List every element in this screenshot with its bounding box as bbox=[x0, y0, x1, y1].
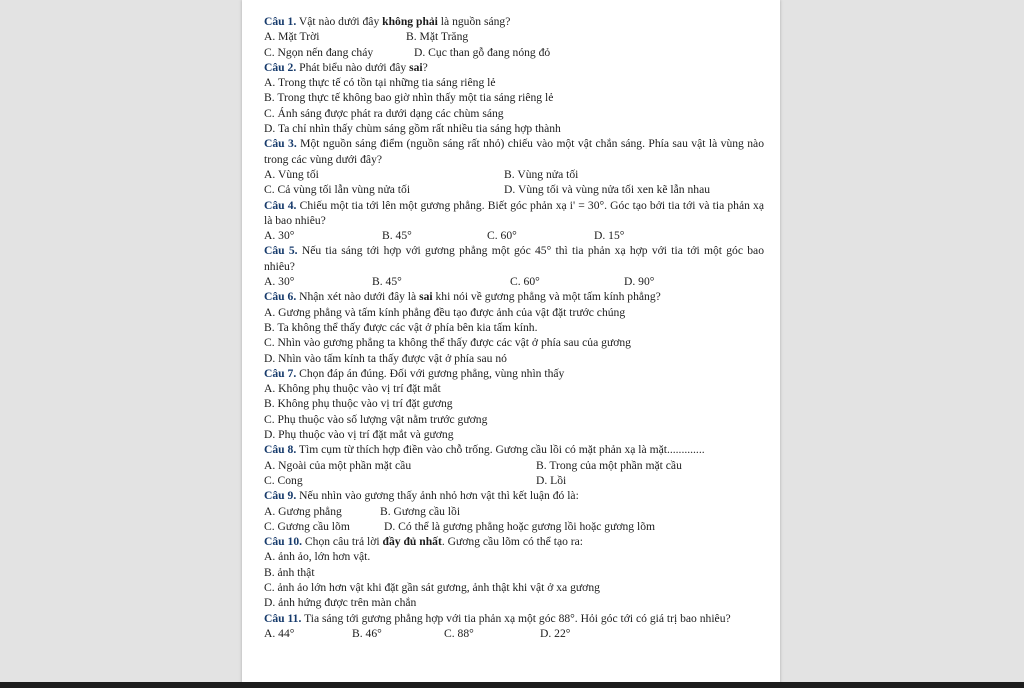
question-number: Câu 7. bbox=[264, 366, 297, 380]
option: B. 45° bbox=[372, 275, 402, 289]
question-7: Câu 7. Chọn đáp án đúng. Đối với gương phẳng, vùng nhìn thấy bbox=[264, 366, 565, 380]
option: B. Vùng nửa tối bbox=[504, 167, 579, 181]
option: D. Cục than gỗ đang nóng đỏ bbox=[414, 45, 551, 59]
option: B. Trong của một phần mặt cầu bbox=[536, 458, 682, 472]
option: C. 60° bbox=[510, 275, 540, 289]
option: A. Mặt Trời bbox=[264, 30, 320, 44]
question-number: Câu 3. bbox=[264, 137, 297, 151]
option: D. Nhìn vào tấm kính ta thấy được vật ở phía sau nó bbox=[264, 351, 507, 365]
option: D. 15° bbox=[594, 229, 625, 243]
question-number: Câu 4. bbox=[264, 198, 297, 212]
option: D. Ta chỉ nhìn thấy chùm sáng gồm rất nhiều tia sáng hợp thành bbox=[264, 122, 561, 136]
option: C. 88° bbox=[444, 626, 474, 640]
options-row bbox=[264, 626, 764, 641]
option: A. 44° bbox=[264, 626, 295, 640]
option: C. Ngọn nến đang cháy bbox=[264, 45, 374, 59]
option: B. 45° bbox=[382, 229, 412, 243]
option: A. 30° bbox=[264, 275, 295, 289]
option: C. Gương cầu lõm bbox=[264, 519, 350, 533]
option: D. Phụ thuộc vào vị trí đặt mắt và gương bbox=[264, 428, 454, 442]
options-row bbox=[264, 519, 764, 534]
question-number: Câu 10. bbox=[264, 535, 303, 549]
question-10: Câu 10. Chọn câu trả lời đầy đủ nhất. Gương cầu lõm có thể tạo ra: bbox=[264, 535, 584, 549]
option: A. Gương phẳng bbox=[264, 504, 342, 518]
options-row bbox=[264, 504, 764, 519]
option: B. ảnh thật bbox=[264, 565, 315, 579]
question-number: Câu 6. bbox=[264, 290, 297, 304]
option: B. Không phụ thuộc vào vị trí đặt gương bbox=[264, 397, 453, 411]
question-number: Câu 11. bbox=[264, 611, 302, 625]
option: C. Cong bbox=[264, 473, 303, 487]
option: D. Có thể là gương phẳng hoặc gương lồi hoặc gương lõm bbox=[384, 519, 656, 533]
option: C. Phụ thuộc vào số lượng vật nằm trước gương bbox=[264, 412, 488, 426]
question-4: Câu 4. Chiếu một tia tới lên một gương phẳng. Biết góc phản xạ i' = 30°. Góc tạo bởi tia tới và tia phản xạ là bao nhiêu? bbox=[264, 198, 764, 227]
option: C. Ánh sáng được phát ra dưới dạng các chùm sáng bbox=[264, 106, 504, 120]
option: A. Vùng tối bbox=[264, 167, 319, 181]
option: A. Trong thực tế có tồn tại những tia sáng riêng lẻ bbox=[264, 76, 496, 90]
option: A. Gương phẳng và tấm kính phẳng đều tạo được ảnh của vật đặt trước chúng bbox=[264, 305, 626, 319]
option: C. ảnh ảo lớn hơn vật khi đặt gần sát gương, ảnh thật khi vật ở xa gương bbox=[264, 580, 600, 594]
option: D. ảnh hứng được trên màn chắn bbox=[264, 596, 417, 610]
option: C. Nhìn vào gương phẳng ta không thể thấy được các vật ở phía sau của gương bbox=[264, 336, 631, 350]
option: A. Không phụ thuộc vào vị trí đặt mắt bbox=[264, 382, 441, 396]
options-row bbox=[264, 167, 764, 182]
question-8: Câu 8. Tìm cụm từ thích hợp điền vào chỗ trống. Gương cầu lồi có mặt phản xạ là mặt............. bbox=[264, 443, 705, 457]
option: A. ảnh ảo, lớn hơn vật. bbox=[264, 550, 371, 564]
question-number: Câu 2. bbox=[264, 60, 297, 74]
option: A. 30° bbox=[264, 229, 295, 243]
question-1: Câu 1. Vật nào dưới đây không phải là nguồn sáng? bbox=[264, 15, 511, 28]
options-row bbox=[264, 182, 764, 197]
option: D. Lồi bbox=[536, 473, 567, 487]
options-row bbox=[264, 45, 764, 60]
options-row bbox=[264, 458, 764, 473]
question-number: Câu 1. bbox=[264, 15, 297, 28]
option: D. Vùng tối và vùng nửa tối xen kẽ lẫn nhau bbox=[504, 183, 711, 197]
question-number: Câu 9. bbox=[264, 489, 297, 503]
option: B. Gương cầu lồi bbox=[380, 504, 461, 518]
question-9: Câu 9. Nếu nhìn vào gương thấy ảnh nhỏ hơn vật thì kết luận đó là: bbox=[264, 489, 579, 503]
option: B. Mặt Trăng bbox=[406, 30, 469, 44]
options-row bbox=[264, 228, 764, 243]
option: D. 90° bbox=[624, 275, 655, 289]
option: B. Ta không thể thấy được các vật ở phía bên kia tấm kính. bbox=[264, 320, 538, 334]
document-page bbox=[242, 0, 780, 688]
option: C. Cả vùng tối lẫn vùng nửa tối bbox=[264, 183, 411, 197]
question-6: Câu 6. Nhận xét nào dưới đây là sai khi nói về gương phẳng và một tấm kính phẳng? bbox=[264, 290, 661, 304]
question-number: Câu 8. bbox=[264, 443, 297, 457]
options-row bbox=[264, 274, 764, 289]
bottom-bar bbox=[0, 682, 1024, 688]
question-5: Câu 5. Nếu tia sáng tới hợp với gương phẳng một góc 45° thì tia phản xạ hợp với tia tới một góc bao nhiêu? bbox=[264, 244, 764, 273]
question-list bbox=[264, 14, 764, 641]
option: A. Ngoài của một phần mặt cầu bbox=[264, 458, 412, 472]
options-row bbox=[264, 29, 764, 44]
question-3: Câu 3. Một nguồn sáng điểm (nguồn sáng rất nhỏ) chiếu vào một vật chắn sáng. Phía sau vật là vùng nào trong các vùng dưới đây? bbox=[264, 137, 764, 166]
question-2: Câu 2. Phát biểu nào dưới đây sai? bbox=[264, 60, 428, 74]
option: C. 60° bbox=[487, 229, 517, 243]
question-11: Câu 11. Tia sáng tới gương phẳng hợp với tia phản xạ một góc 88°. Hỏi góc tới có giá trị bao nhiêu? bbox=[264, 611, 731, 625]
option: B. Trong thực tế không bao giờ nhìn thấy một tia sáng riêng lẻ bbox=[264, 91, 554, 105]
question-number: Câu 5. bbox=[264, 244, 298, 258]
option: D. 22° bbox=[540, 626, 571, 640]
options-row bbox=[264, 473, 764, 488]
option: B. 46° bbox=[352, 626, 382, 640]
